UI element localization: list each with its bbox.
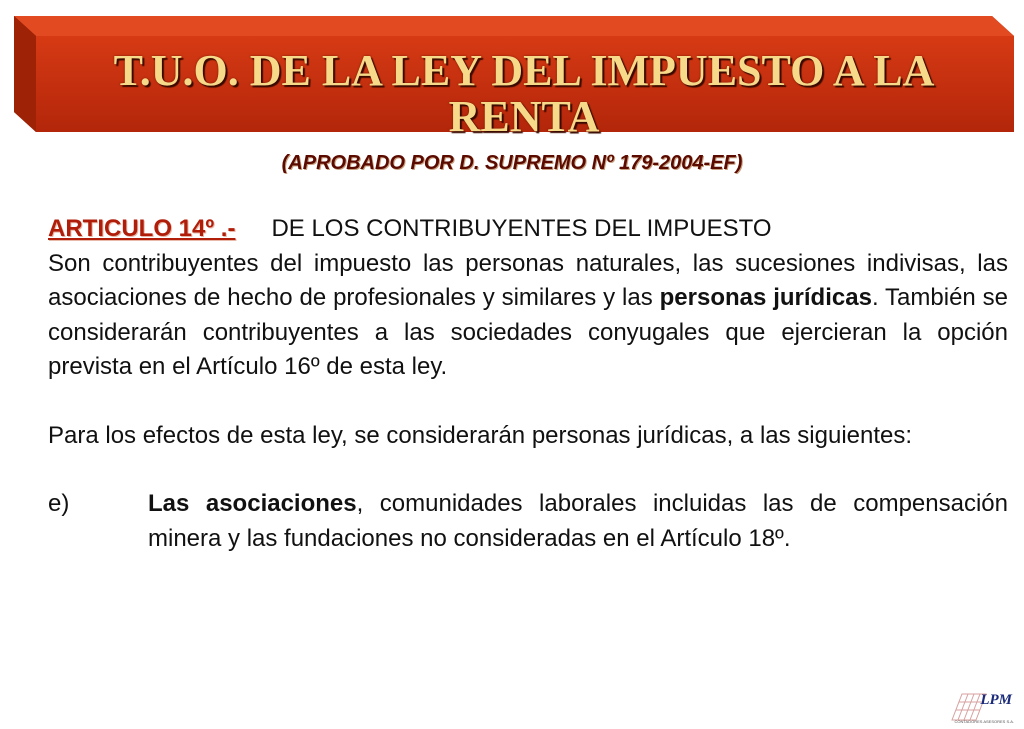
paragraph-text: , comunidades laborales incluidas las de compensación minera y las fundaciones no consideradas en el Artículo 18º. xyxy=(148,490,1008,552)
bold-term: Las asociaciones xyxy=(148,490,357,517)
paragraph-text: Son contribuyentes del impuesto las personas naturales, las sucesiones indivisas, las asociaciones de hecho de profesionales y similares y las xyxy=(48,249,1008,311)
article-heading xyxy=(48,212,1008,247)
title-banner xyxy=(14,12,1014,141)
article-title: DE LOS CONTRIBUYENTES DEL IMPUESTO xyxy=(271,215,772,242)
article-content xyxy=(48,212,1008,556)
bold-term: personas jurídicas xyxy=(659,284,872,311)
list-item-text xyxy=(148,487,1008,556)
article-number: ARTICULO 14º .- xyxy=(48,215,236,242)
company-logo xyxy=(948,690,1014,726)
article-paragraph-2: Para los efectos de esta ley, se considerarán personas jurídicas, a las siguientes: xyxy=(48,421,913,449)
list-item-marker: e) xyxy=(48,490,70,517)
paragraph-text: . También se considerarán contribuyentes a las sociedades conyugales que ejercieran la opción prevista en el Artículo 16º de esta ley. xyxy=(48,284,1009,380)
list-item xyxy=(48,487,1008,556)
page-subtitle: (APROBADO POR D. SUPREMO Nº 179-2004-EF) xyxy=(281,152,743,174)
article-paragraph-1 xyxy=(48,247,1008,385)
page-title: T.U.O. DE LA LEY DEL IMPUESTO A LA RENTA xyxy=(113,46,935,141)
logo-subtext: CONTADORES ASESORES S.A. xyxy=(954,719,1014,724)
logo-text: LPM xyxy=(980,692,1012,708)
